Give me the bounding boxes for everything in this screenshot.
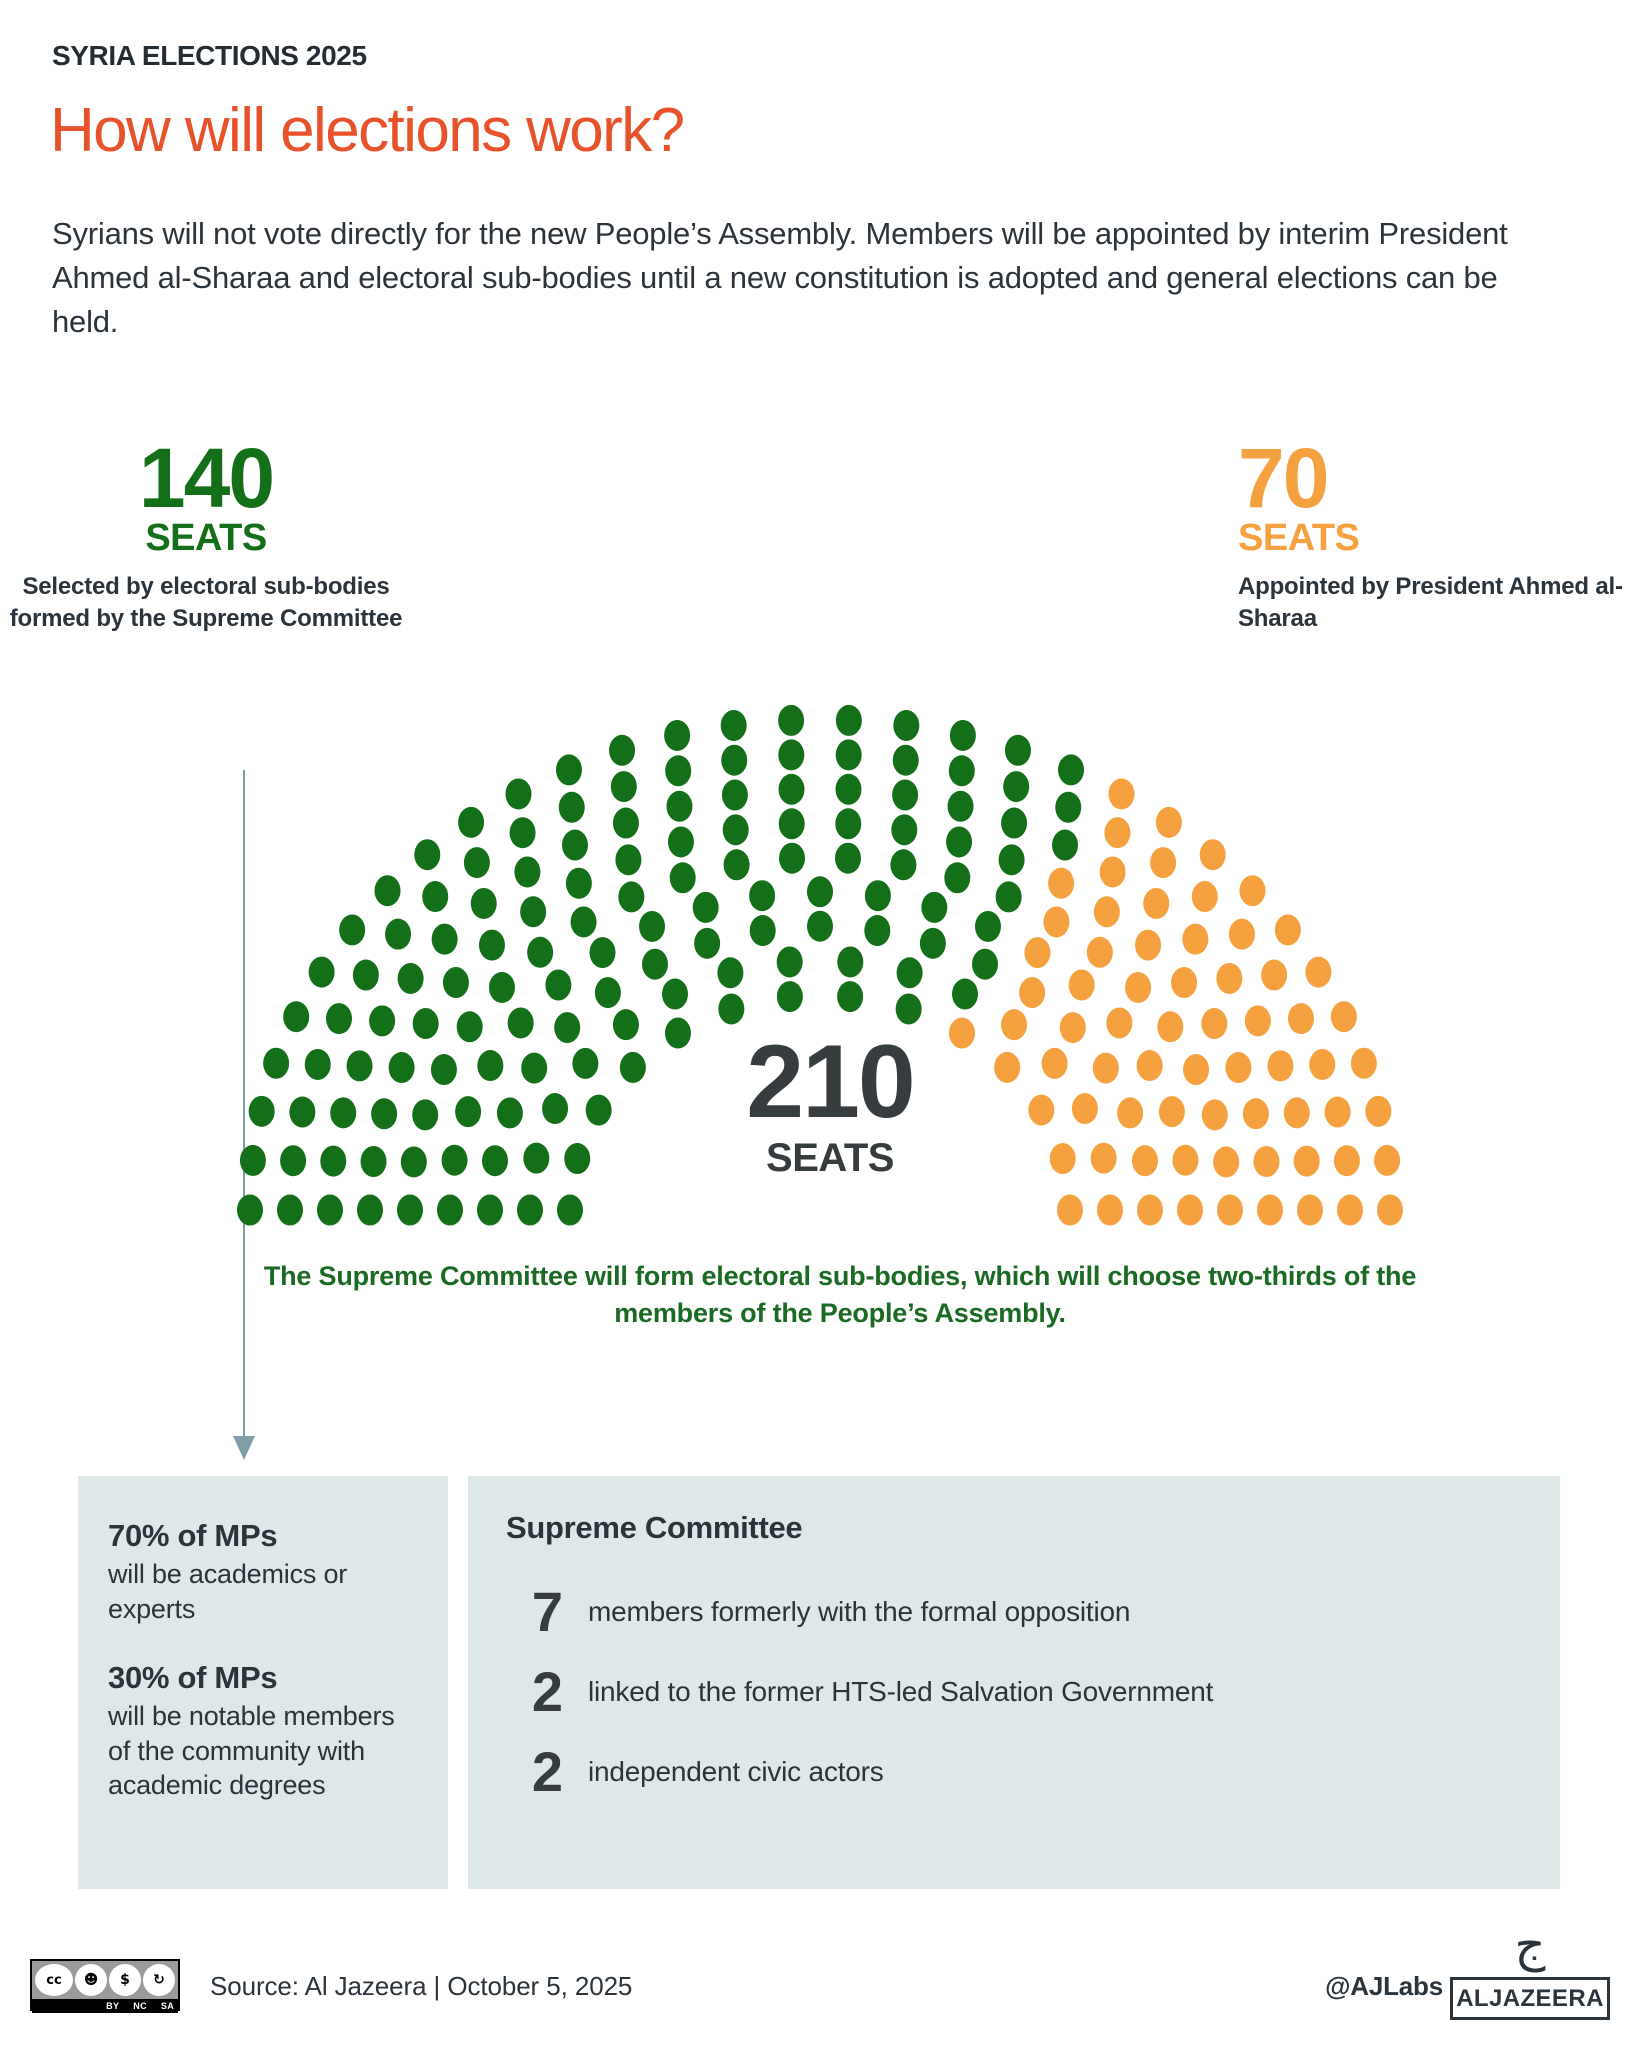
parliament-seat-dot [443,967,469,998]
left-seat-label: SEATS [145,517,267,560]
parliament-seat-dot [1325,1097,1351,1128]
parliament-seat-dot [1150,847,1176,878]
parliament-seat-dot [326,1003,352,1034]
parliament-seat-dot [1048,868,1074,899]
parliament-seat-dot [566,868,592,899]
parliament-seat-dot [1253,1146,1279,1177]
parliament-seat-dot [1213,1146,1239,1177]
cc-sa-label: SA [160,2001,174,2011]
parliament-seat-dot [412,1099,438,1130]
left-seat-number: 140 [138,431,274,525]
callout-right-70-seats [1238,431,1628,635]
parliament-seat-dot [339,914,365,945]
committee-text: independent civic actors [588,1756,884,1787]
parliament-seat-dot [545,970,571,1001]
parliament-seat-dot [263,1048,289,1079]
parliament-seat-dot [375,875,401,906]
parliament-seat-dot [347,1050,373,1081]
parliament-seat-dot [477,1050,503,1081]
parliament-seat-dot [401,1146,427,1177]
parliament-seat-dot [590,937,616,968]
committee-count: 2 [531,1660,563,1723]
parliament-seat-dot [1337,1195,1363,1226]
parliament-seat-dot [694,928,720,959]
parliament-seat-dot [975,911,1001,942]
parliament-seat-dot [893,745,919,776]
page-title: How will elections work? [50,96,684,165]
panel-mps-composition [78,1476,448,1889]
parliament-seat-dot [557,1195,583,1226]
standfirst-paragraph: Syrians will not vote directly for the new People’s Assembly. Members will be appointed by interim President Ahmed al-Sharaa and electoral sub-bodies until a new constitution is adopted and general elections can be held. [52,216,1508,340]
parliament-seat-dot [1125,972,1151,1003]
parliament-seat-dot [389,1052,415,1083]
parliament-seat-dot [564,1143,590,1174]
parliament-seat-dot [542,1093,568,1124]
parliament-seat-dot [1261,960,1287,991]
parliament-seat-dot [1216,963,1242,994]
parliament-seat-dot [837,981,863,1012]
parliament-seat-dot [1109,778,1135,809]
parliament-seat-dot [1182,924,1208,955]
parliament-seat-dot [1104,817,1130,848]
parliament-seat-dot [432,924,458,955]
parliament-seat-dot [1334,1145,1360,1176]
parliament-seat-dot [864,915,890,946]
parliament-seat-dot [950,720,976,751]
parliament-seat-dot [458,807,484,838]
parliament-seat-dot [1106,1007,1132,1038]
parliament-seat-dot [369,1005,395,1036]
parliament-seat-dot [330,1097,356,1128]
parliament-seat-dot [666,791,692,822]
parliament-seat-dot [1331,1001,1357,1032]
parliament-seat-dot [718,993,744,1024]
parliament-seat-dot [1091,1143,1117,1174]
cc-nc-label: NC [133,2001,147,2011]
committee-text: linked to the former HTS-led Salvation Government [588,1676,1214,1707]
parliament-seat-dot [892,780,918,811]
parliament-seat-dot [948,791,974,822]
parliament-seat-dot [1239,875,1265,906]
parliament-seat-dot [807,876,833,907]
parliament-seat-dot [807,911,833,942]
parliament-seat-dot [437,1195,463,1226]
parliament-seat-dot [615,844,641,875]
creative-commons-badge-icon [30,1959,180,2011]
parliament-seat-dot [837,946,863,977]
parliament-seat-dot [422,881,448,912]
parliament-seat-dot [664,720,690,751]
parliament-seat-dot [237,1195,263,1226]
parliament-seat-dot [517,1195,543,1226]
parliament-seat-dot [477,1195,503,1226]
parliament-seat-dot [1202,1099,1228,1130]
parliament-seat-dot [1172,1145,1198,1176]
committee-title: Supreme Committee [506,1510,803,1545]
parliament-seat-dot [1267,1050,1293,1081]
parliament-seat-dot [779,808,805,839]
parliament-seat-dot [520,896,546,927]
parliament-seat-dot [777,946,803,977]
parliament-seat-dot [457,1011,483,1042]
parliament-seat-dot [571,906,597,937]
parliament-seat-dot [777,981,803,1012]
parliament-seat-dot [665,755,691,786]
parliament-seat-dot [835,774,861,805]
parliament-seat-dot [1097,1195,1123,1226]
parliament-seat-dot [1201,1008,1227,1039]
kicker: SYRIA ELECTIONS 2025 [52,40,367,71]
parliament-seat-dot [1087,937,1113,968]
parliament-seat-dot [527,937,553,968]
parliament-seat-dot [835,808,861,839]
parliament-seat-dot [896,993,922,1024]
parliament-seat-dot [1024,937,1050,968]
parliament-seat-dot [618,881,644,912]
parliament-seat-dot [921,892,947,923]
parliament-seat-dot [865,880,891,911]
panel-supreme-committee [468,1476,1560,1889]
parliament-seat-dot [779,843,805,874]
parliament-seat-dot [1294,1146,1320,1177]
parliament-seat-dot [556,754,582,785]
parliament-seat-dot [611,771,637,802]
parliament-seat-dot [1177,1195,1203,1226]
supreme-committee-note: The Supreme Committee will form electoral sub-bodies, which will choose two-thirds of the members of the People’s Assembly. [263,1261,1417,1329]
parliament-seat-dot [972,949,998,980]
mp-percentage: 30% of MPs [108,1660,278,1696]
parliament-seat-dot [999,844,1025,875]
parliament-seat-dot [1225,1052,1251,1083]
parliament-seat-dot [1069,970,1095,1001]
parliament-seat-dot [1043,906,1069,937]
parliament-seat-dot [613,808,639,839]
parliament-seat-dot [639,911,665,942]
parliament-seat-dot [1157,1011,1183,1042]
parliament-seat-dot [320,1146,346,1177]
parliament-seat-dot [398,963,424,994]
parliament-seat-dot [996,881,1022,912]
parliament-seat-dot [949,755,975,786]
cc-icon: cc [35,1964,73,1996]
parliament-seat-dot [1001,808,1027,839]
parliament-seat-dot [1055,792,1081,823]
parliament-seat-dot [497,1097,523,1128]
parliament-seat-dot [361,1146,387,1177]
parliament-seat-dot [1143,888,1169,919]
parliament-seat-dot [1245,1005,1271,1036]
connector-arrow-head-icon [233,1436,255,1460]
total-seats-block [600,1024,1060,1181]
parliament-seat-dot [562,830,588,861]
parliament-seat-dot [1132,1145,1158,1176]
parliament-seat-dot [1117,1097,1143,1128]
parliament-seat-dot [897,957,923,988]
parliament-seat-dot [464,847,490,878]
parliament-seat-dot [1377,1195,1403,1226]
parliament-seat-dot [371,1098,397,1129]
parliament-seat-dot [1365,1096,1391,1127]
aljazeera-wordmark: ALJAZEERA [1450,1977,1610,2020]
parliament-seat-dot [305,1049,331,1080]
parliament-seat-dot [431,1054,457,1085]
parliament-seat-dot [277,1195,303,1226]
parliament-seat-dot [724,849,750,880]
parliament-seat-dot [1243,1098,1269,1129]
parliament-seat-dot [721,710,747,741]
parliament-seat-dot [1183,1054,1209,1085]
mp-block [108,1660,418,1803]
total-seats-number: 210 [746,1024,914,1140]
left-seat-description: Selected by electoral sub-bodies formed by the Supreme Committee [9,573,403,632]
parliament-seat-dot [722,780,748,811]
parliament-seat-dot [1135,930,1161,961]
parliament-seat-dot [778,705,804,736]
parliament-seat-dot [668,826,694,857]
parliament-seat-dot [309,957,335,988]
parliament-seat-dot [1003,771,1029,802]
parliament-seat-dot [397,1195,423,1226]
parliament-seat-dot [835,843,861,874]
cc-icon-row [32,1961,178,1999]
parliament-seat-dot [357,1195,383,1226]
parliament-seat-dot [1200,839,1226,870]
cc-by-label: BY [106,2001,120,2011]
parliament-seat-dot [723,814,749,845]
source-credit: Source: Al Jazeera | October 5, 2025 [210,1971,633,2001]
parliament-seat-dot [890,849,916,880]
committee-row [506,1732,1560,1812]
committee-count: 2 [531,1740,563,1803]
parliament-seat-dot [836,739,862,770]
committee-row [506,1652,1560,1732]
parliament-seat-dot [283,1001,309,1032]
parliament-seat-dot [1159,1096,1185,1127]
parliament-seat-dot [1171,967,1197,998]
parliament-seat-dot [249,1096,275,1127]
parliament-seat-dot [595,977,621,1008]
parliament-seat-dot [479,930,505,961]
parliament-seat-dot [721,745,747,776]
mp-percentage: 70% of MPs [108,1518,278,1553]
parliament-seat-dot [717,957,743,988]
mp-description: will be academics or experts [108,1559,348,1624]
parliament-seat-dot [559,792,585,823]
parliament-seat-dot [891,814,917,845]
parliament-seat-dot [1284,1097,1310,1128]
parliament-seat-dot [1019,977,1045,1008]
parliament-seat-dot [1288,1003,1314,1034]
parliament-seat-dot [1257,1195,1283,1226]
right-seat-label: SEATS [1238,517,1360,560]
right-seat-description: Appointed by President Ahmed al-Sharaa [1238,573,1623,632]
parliament-seat-dot [482,1145,508,1176]
parliament-seat-dot [944,862,970,893]
parliament-seat-dot [1058,754,1084,785]
cc-nc-icon: $ [109,1964,141,1996]
parliament-seat-dot [609,735,635,766]
parliament-seat-dot [280,1145,306,1176]
parliament-seat-dot [1060,1012,1086,1043]
parliament-seat-dot [836,705,862,736]
ajlabs-handle: @AJLabs [1325,1971,1443,2001]
parliament-seat-dot [1072,1093,1098,1124]
parliament-seat-dot [554,1012,580,1043]
parliament-seat-dot [750,915,776,946]
parliament-seat-dot [1005,735,1031,766]
cc-label-row [32,1999,178,2013]
parliament-seat-dot [1305,957,1331,988]
parliament-seat-dot [1093,1053,1119,1084]
parliament-seat-dot [489,972,515,1003]
committee-count: 7 [531,1580,563,1643]
parliament-seat-dot [240,1145,266,1176]
parliament-seat-dot [442,1145,468,1176]
parliament-seat-dot [946,826,972,857]
parliament-seat-dot [455,1096,481,1127]
parliament-seat-dot [662,979,688,1010]
parliament-seat-dot [1137,1050,1163,1081]
aljazeera-arabic-mark-icon: ج [1514,1917,1546,1973]
cc-by-icon: ☻ [75,1964,107,1996]
parliament-seat-dot [952,979,978,1010]
parliament-seat-dot [1052,830,1078,861]
parliament-seat-dot [1057,1195,1083,1226]
parliament-seat-dot [749,880,775,911]
parliament-seat-dot [779,774,805,805]
parliament-seat-dot [385,919,411,950]
parliament-seat-dot [289,1097,315,1128]
parliament-seat-dot [1094,896,1120,927]
parliament-seat-dot [505,778,531,809]
parliament-seat-dot [1100,856,1126,887]
parliament-seat-dot [514,856,540,887]
parliament-seat-dot [778,739,804,770]
right-seat-number: 70 [1238,431,1328,525]
total-seats-label: SEATS [766,1135,894,1180]
callout-left-140-seats [0,431,412,635]
parliament-seat-dot [510,817,536,848]
parliament-seat-dot [353,960,379,991]
parliament-seat-dot [1229,919,1255,950]
parliament-seat-dot [521,1053,547,1084]
parliament-seat-dot [1275,914,1301,945]
parliament-seat-dot [642,949,668,980]
parliament-seat-dot [693,892,719,923]
parliament-seat-dot [471,888,497,919]
parliament-seat-dot [1217,1195,1243,1226]
parliament-seat-dot [523,1143,549,1174]
parliament-seat-dot [1309,1049,1335,1080]
parliament-seat-dot [1297,1195,1323,1226]
mp-block [108,1518,418,1626]
parliament-seat-dot [317,1195,343,1226]
parliament-seat-dot [920,928,946,959]
parliament-seat-dot [1374,1145,1400,1176]
aljazeera-logo [1450,1917,1610,2020]
cc-sa-icon: ↻ [143,1964,175,1996]
parliament-seat-dot [1137,1195,1163,1226]
parliament-seat-dot [508,1007,534,1038]
parliament-seat-dot [670,862,696,893]
parliament-seat-dot [893,710,919,741]
parliament-seat-dot [413,1008,439,1039]
parliament-seat-dot [1351,1048,1377,1079]
parliament-seat-dot [572,1048,598,1079]
parliament-seat-dot [1156,807,1182,838]
committee-text: members formerly with the formal opposition [588,1596,1131,1627]
mp-description: will be notable members of the community with academic degrees [108,1701,395,1801]
parliament-seat-dot [414,839,440,870]
parliament-seat-dot [1192,881,1218,912]
committee-row [506,1572,1560,1652]
